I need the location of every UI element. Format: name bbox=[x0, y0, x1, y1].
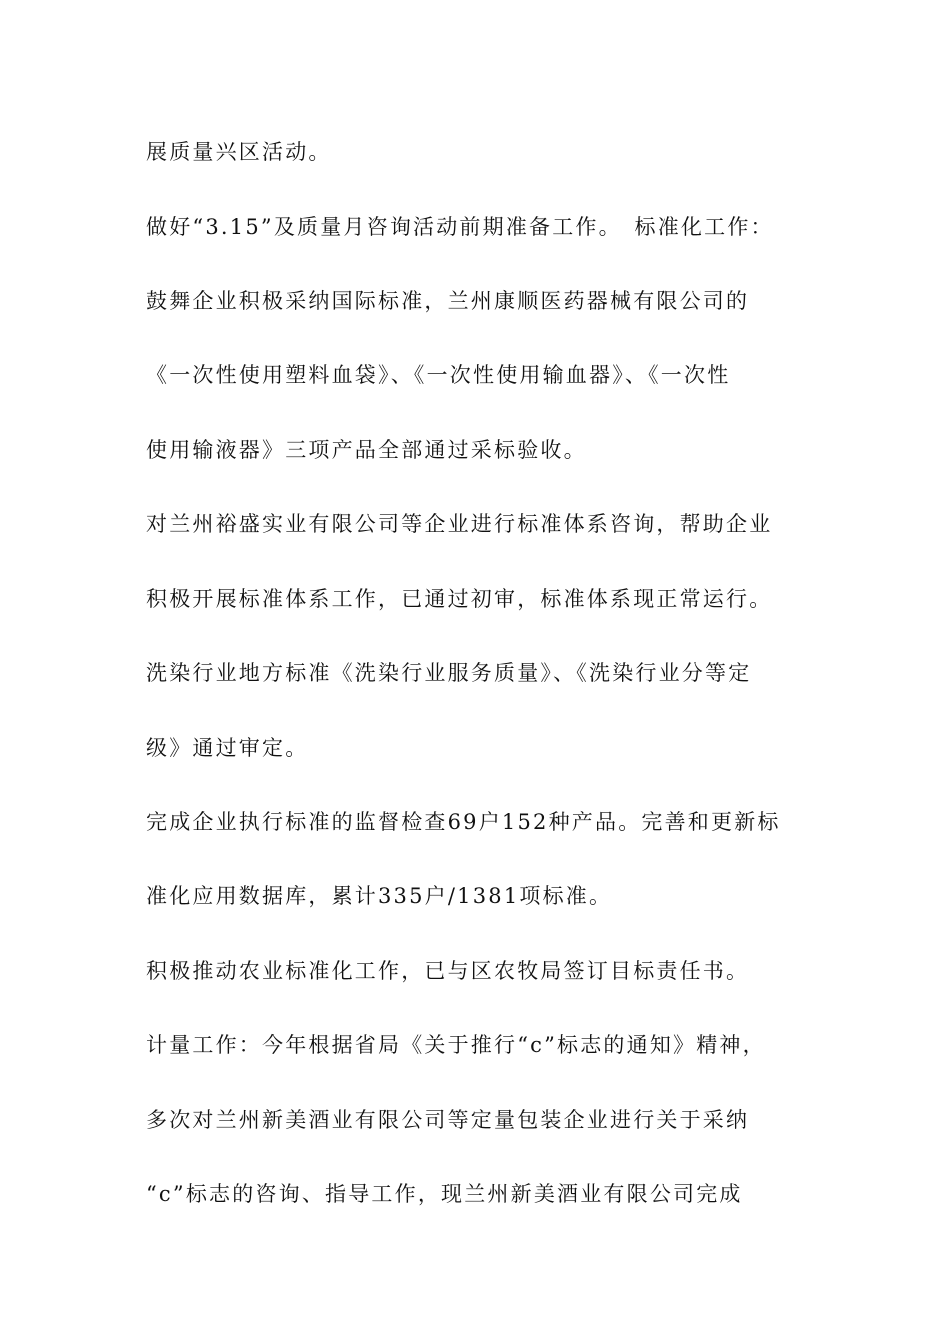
text-line-5: 使用输液器》三项产品全部通过采标验收。 bbox=[146, 438, 587, 462]
text-line-4: 《一次性使用塑料血袋》、《一次性使用输血器》、《一次性 bbox=[146, 363, 731, 387]
text-line-8: 洗染行业地方标准《洗染行业服务质量》、《洗染行业分等定 bbox=[146, 661, 752, 685]
text-line-14: 多次对兰州新美酒业有限公司等定量包装企业进行关于采纳 bbox=[146, 1108, 750, 1132]
text-line-15: “c”标志的咨询、指导工作，现兰州新美酒业有限公司完成 bbox=[146, 1182, 743, 1206]
text-line-2: 做好“3.15”及质量月咨询活动前期准备工作。 标准化工作： bbox=[146, 215, 774, 239]
text-line-1: 展质量兴区活动。 bbox=[146, 140, 332, 164]
text-line-9: 级》通过审定。 bbox=[146, 736, 309, 760]
text-line-11: 准化应用数据库，累计335户/1381项标准。 bbox=[146, 884, 613, 908]
text-line-12: 积极推动农业标准化工作，已与区农牧局签订目标责任书。 bbox=[146, 959, 750, 983]
text-line-7: 积极开展标准体系工作，已通过初审，标准体系现正常运行。 bbox=[146, 587, 773, 611]
text-line-3: 鼓舞企业积极采纳国际标准，兰州康顺医药器械有限公司的 bbox=[146, 289, 750, 313]
text-line-6: 对兰州裕盛实业有限公司等企业进行标准体系咨询，帮助企业 bbox=[146, 512, 773, 536]
text-line-13: 计量工作：今年根据省局《关于推行“c”标志的通知》精神， bbox=[146, 1033, 766, 1057]
text-line-10: 完成企业执行标准的监督检查69户152种产品。完善和更新标 bbox=[146, 810, 781, 834]
